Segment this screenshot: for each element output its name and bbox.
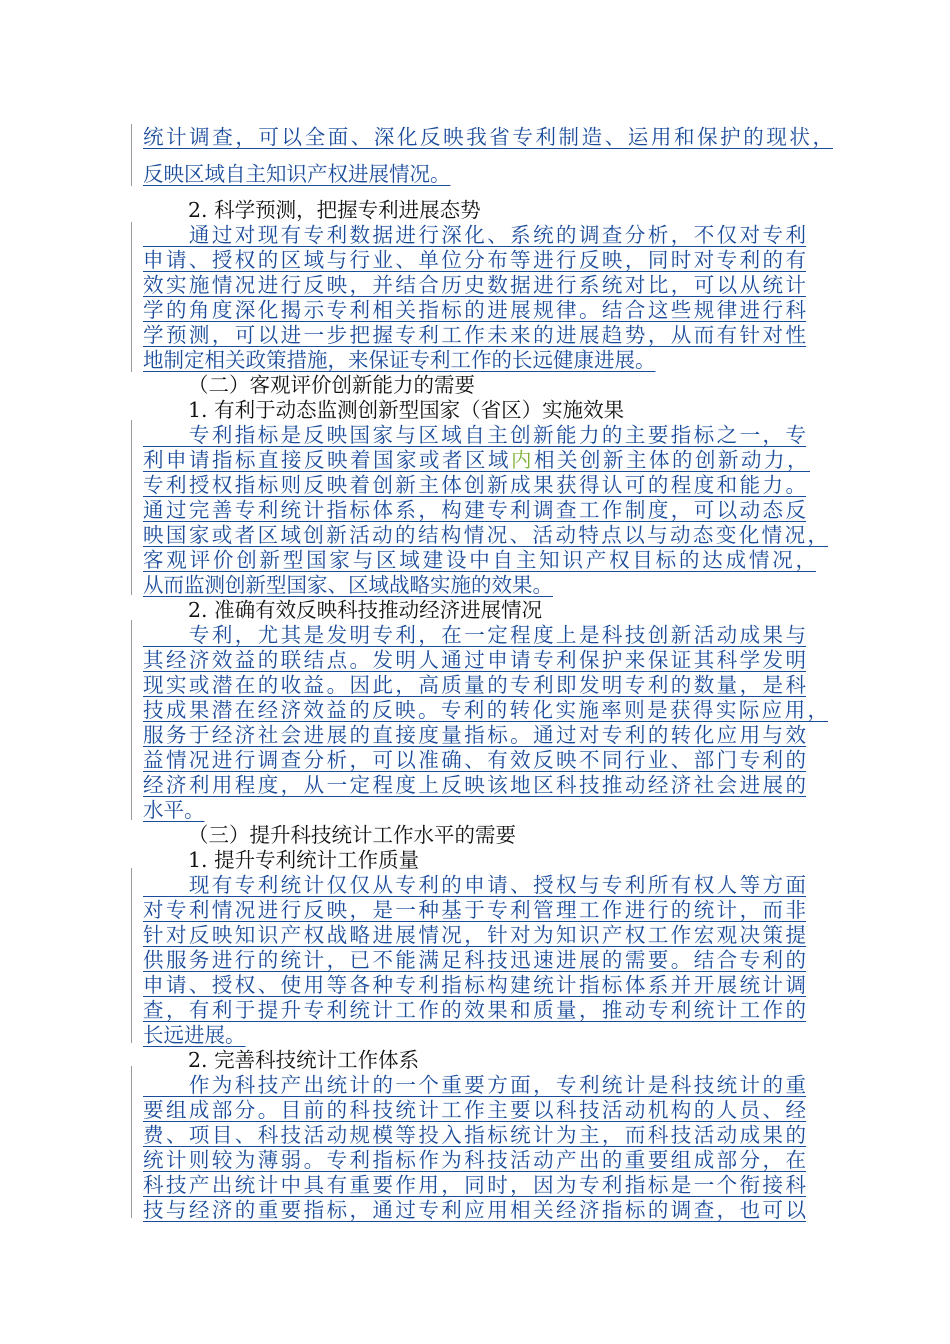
paragraph-line: 通过对现有专利数据进行深化、系统的调查分析，不仅对专利: [143, 223, 806, 247]
paragraph-line: 长远进展。: [143, 1023, 246, 1047]
change-bar: [131, 1066, 132, 1218]
inserted-text: 内: [511, 448, 534, 472]
paragraph-line: 统计则较为薄弱。专利指标作为科技活动产出的重要组成部分，在: [143, 1148, 806, 1172]
paragraph-line: 供服务进行的统计，已不能满足科技迅速进展的需要。结合专利的: [143, 948, 806, 972]
paragraph-line: 水平。: [143, 798, 205, 822]
paragraph-line: 其经济效益的联结点。发明人通过申请专利保护来保证其科学发明: [143, 648, 806, 672]
section-heading: （三）提升科技统计工作水平的需要: [188, 823, 516, 847]
change-bar: [131, 868, 132, 1043]
subheading: 1. 提升专利统计工作质量: [188, 848, 420, 872]
paragraph-line: 申请、授权、使用等各种专利指标构建统计指标体系并开展统计调: [143, 973, 806, 997]
paragraph-line: 通过完善专利统计指标体系，构建专利调查工作制度，可以动态反: [143, 498, 806, 522]
paragraph-line: 从而监测创新型国家、区域战略实施的效果。: [143, 573, 553, 597]
paragraph-line: 查，有利于提升专利统计工作的效果和质量，推动专利统计工作的: [143, 998, 806, 1022]
paragraph-line: 现有专利统计仅仅从专利的申请、授权与专利所有权人等方面: [143, 873, 806, 897]
paragraph-line: 效实施情况进行反映，并结合历史数据进行系统对比，可以从统计: [143, 273, 806, 297]
paragraph-line: 统计调查，可以全面、深化反映我省专利制造、运用和保护的现状，: [143, 125, 833, 149]
paragraph-line: 要组成部分。目前的科技统计工作主要以科技活动机构的人员、经: [143, 1098, 806, 1122]
change-bar: [131, 124, 132, 186]
paragraph-line: 专利授权指标则反映着创新主体创新成果获得认可的程度和能力。: [143, 473, 806, 497]
change-bar: [131, 620, 132, 820]
paragraph-line: 经济利用程度，从一定程度上反映该地区科技推动经济社会进展的: [143, 773, 806, 797]
subheading: 1. 有利于动态监测创新型国家（省区）实施效果: [188, 398, 625, 422]
paragraph-line: 学预测，可以进一步把握专利工作未来的进展趋势，从而有针对性: [143, 323, 806, 347]
paragraph-line: [143, 448, 810, 473]
paragraph-line: 服务于经济社会进展的直接度量指标。通过对专利的转化应用与效: [143, 723, 806, 747]
paragraph-line: 针对反映知识产权战略进展情况，针对为知识产权工作宏观决策提: [143, 923, 806, 947]
paragraph-line: 技成果潜在经济效益的反映。专利的转化实施率则是获得实际应用，: [143, 698, 828, 722]
paragraph-line: 反映区域自主知识产权进展情况。: [143, 162, 451, 186]
paragraph-line: 益情况进行调查分析，可以准确、有效反映不同行业、部门专利的: [143, 748, 806, 772]
paragraph-line: 专利，尤其是发明专利，在一定程度上是科技创新活动成果与: [143, 623, 806, 647]
change-bar: [131, 222, 132, 372]
paragraph-line: 客观评价创新型国家与区域建设中自主知识产权目标的达成情况，: [143, 548, 816, 572]
text-run: 利申请指标直接反映着国家或者区域: [143, 448, 511, 472]
paragraph-line: 映国家或者区域创新活动的结构情况、活动特点以与动态变化情况，: [143, 523, 828, 547]
change-bar: [131, 420, 132, 595]
subheading: 2. 完善科技统计工作体系: [188, 1048, 420, 1072]
paragraph-line: 专利指标是反映国家与区域自主创新能力的主要指标之一，专: [143, 423, 806, 447]
section-heading: （二）客观评价创新能力的需要: [188, 373, 475, 397]
text-run: 相关创新主体的创新动力，: [534, 448, 810, 472]
paragraph-line: 现实或潜在的收益。因此，高质量的专利即发明专利的数量，是科: [143, 673, 806, 697]
paragraph-line: 费、项目、科技活动规模等投入指标统计为主，而科技活动成果的: [143, 1123, 806, 1147]
paragraph-line: 对专利情况进行反映，是一种基于专利管理工作进行的统计，而非: [143, 898, 806, 922]
paragraph-line: 技与经济的重要指标，通过专利应用相关经济指标的调查，也可以: [143, 1198, 806, 1222]
paragraph-line: 作为科技产出统计的一个重要方面，专利统计是科技统计的重: [143, 1073, 806, 1097]
paragraph-line: 申请、授权的区域与行业、单位分布等进行反映，同时对专利的有: [143, 248, 806, 272]
subheading: 2. 科学预测，把握专利进展态势: [188, 198, 481, 222]
subheading: 2. 准确有效反映科技推动经济进展情况: [188, 598, 543, 622]
paragraph-line: 学的角度深化揭示专利相关指标的进展规律。结合这些规律进行科: [143, 298, 806, 322]
paragraph-line: 地制定相关政策措施，来保证专利工作的长远健康进展。: [143, 348, 656, 372]
paragraph-line: 科技产出统计中具有重要作用，同时，因为专利指标是一个衔接科: [143, 1173, 806, 1197]
